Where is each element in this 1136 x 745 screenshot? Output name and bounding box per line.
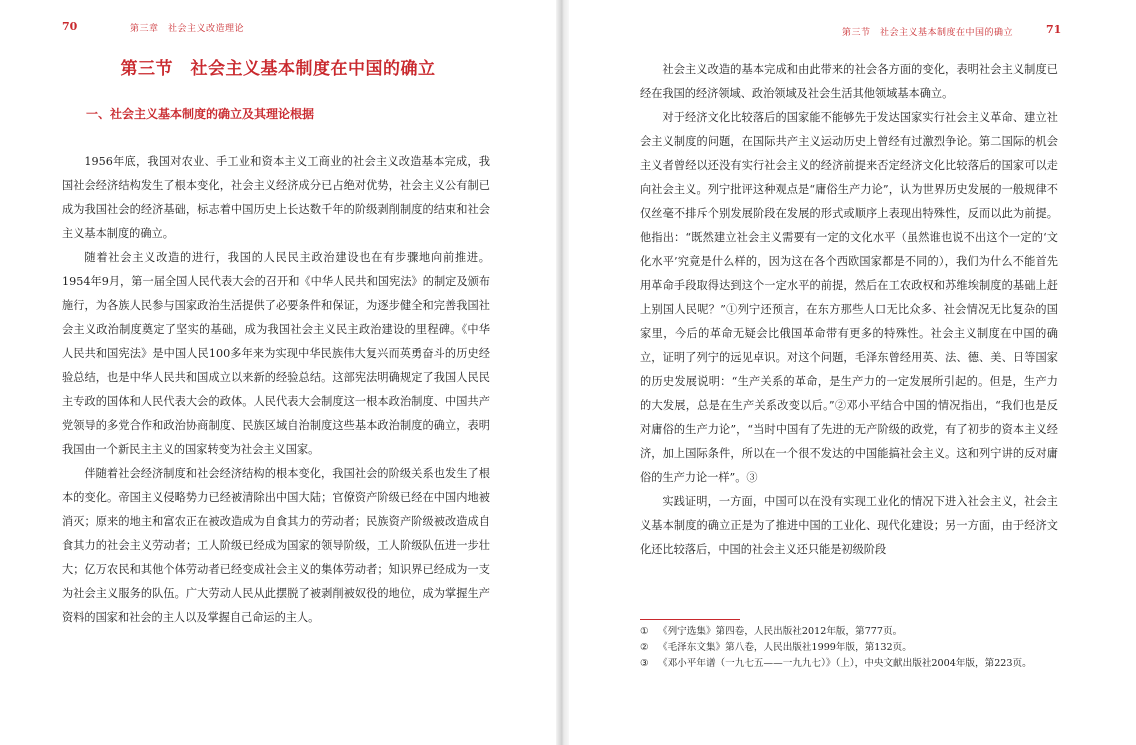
paragraph: 伴随着社会经济制度和社会经济结构的根本变化，我国社会的阶级关系也发生了根本的变化。帝国主义侵略势力已经被清除出中国大陆；官僚资产阶级已经在中国内地被消灭；原来的地主和富农正在被改造成为自食其力的劳动者；民族资产阶级被改造成自食其力的社会主义劳动者；工人阶级已经成为国家的领导阶级，工人阶级队伍进一步壮大；亿万农民和其他个体劳动者已经变成社会主义的集体劳动者；知识界已经成为一支为社会主义服务的队伍。广大劳动人民从此摆脱了被剥削被奴役的地位，成为掌握生产资料的国家和社会的主人以及掌握自己命运的主人。 bbox=[62, 467, 490, 624]
footnote-number: ② bbox=[640, 642, 649, 653]
page-number: 71 bbox=[1046, 23, 1062, 36]
paragraph: 对于经济文化比较落后的国家能不能够先于发达国家实行社会主义革命、建立社会主义制度的问题，在国际共产主义运动历史上曾经有过激烈争论。第二国际的机会主义者曾经以还没有实行社会主义的经济前提来否定经济文化比较落后的国家可以走向社会主义。列宁批评这种观点是“庸俗生产力论”，认为世界历史发展的一般规律不仅丝毫不排斥个别发展阶段在发展的形式或顺序上表现出特殊性，反而以此为前提。他指出：“既然建立社会主义需要有一定的文化水平（虽然谁也说不出这个一定的‘文化水平’究竟是什么样的，因为这在各个西欧国家都是不同的），我们为什么不能首先用革命手段取得达到这个一定水平的前提，然后在工农政权和苏维埃制度的基础上赶上别国人民呢？”①列宁还预言，在东方那些人口无比众多、社会情况无比复杂的国家里，今后的革命无疑会比俄国革命带有更多的特殊性。社会主义制度在中国的确立，证明了列宁的远见卓识。对这个问题，毛泽东曾经用英、法、德、美、日等国家的历史发展说明：“生产关系的革命，是生产力的一定发展所引起的。但是，生产力的大发展，总是在生产关系改变以后。”②邓小平结合中国的情况指出，“我们也是反对庸俗的生产力论”，“当时中国有了先进的无产阶级的政党，有了初步的资本主义经济，加上国际条件，所以在一个很不发达的中国能搞社会主义。这和列宁讲的反对庸俗的生产力论一样”。③ bbox=[640, 111, 1058, 484]
footnotes bbox=[640, 624, 1060, 672]
left-page bbox=[0, 0, 556, 745]
footnote-number: ① bbox=[640, 626, 649, 637]
page-number: 70 bbox=[62, 20, 78, 33]
footnote bbox=[640, 640, 1060, 656]
footnote bbox=[640, 656, 1060, 672]
footnote-rule bbox=[640, 619, 740, 620]
book-gutter bbox=[556, 0, 569, 745]
running-head: 第三节 社会主义基本制度在中国的确立 bbox=[842, 28, 1014, 38]
paragraph: 实践证明，一方面，中国可以在没有实现工业化的情况下进入社会主义，社会主义基本制度的确立正是为了推进中国的工业化、现代化建设；另一方面，由于经济文化还比较落后，中国的社会主义还只能是初级阶段 bbox=[640, 495, 1058, 556]
section-title: 第三节 社会主义基本制度在中国的确立 bbox=[120, 59, 436, 79]
right-page bbox=[569, 0, 1136, 745]
running-head: 第三章 社会主义改造理论 bbox=[130, 24, 245, 34]
paragraph: 社会主义改造的基本完成和由此带来的社会各方面的变化，表明社会主义制度已经在我国的经济领域、政治领域及社会生活其他领域基本确立。 bbox=[640, 63, 1058, 100]
subsection-title: 一、社会主义基本制度的确立及其理论根据 bbox=[86, 107, 315, 121]
left-body-text bbox=[62, 150, 490, 630]
footnote-number: ③ bbox=[640, 658, 649, 669]
footnote-text: 《列宁选集》第四卷，人民出版社2012年版，第777页。 bbox=[658, 626, 903, 637]
paragraph: 1956年底，我国对农业、手工业和资本主义工商业的社会主义改造基本完成，我国社会经济结构发生了根本变化，社会主义经济成分已占绝对优势，社会主义公有制已成为我国社会的经济基础，标志着中国历史上长达数千年的阶级剥削制度的结束和社会主义基本制度的确立。 bbox=[62, 155, 490, 240]
paragraph: 随着社会主义改造的进行，我国的人民民主政治建设也在有步骤地向前推进。1954年9月，第一届全国人民代表大会的召开和《中华人民共和国宪法》的制定及颁布施行，为各族人民参与国家政治生活提供了必要条件和保证，为逐步健全和完善我国社会主义政治制度奠定了坚实的基础，成为我国社会主义民主政治建设的里程碑。《中华人民共和国宪法》是中国人民100多年来为实现中华民族伟大复兴而英勇奋斗的历史经验总结，也是中华人民共和国成立以来新的经验总结。这部宪法明确规定了我国人民民主专政的国体和人民代表大会的政体。人民代表大会制度这一根本政治制度、中国共产党领导的多党合作和政治协商制度、民族区域自治制度这些基本政治制度的确立，表明我国由一个新民主主义的国家转变为社会主义国家。 bbox=[62, 251, 490, 456]
footnote-text: 《邓小平年谱（一九七五——一九九七）》（上），中央文献出版社2004年版，第223页。 bbox=[658, 658, 1032, 669]
footnote-text: 《毛泽东文集》第八卷，人民出版社1999年版，第132页。 bbox=[658, 642, 912, 653]
right-body-text bbox=[640, 58, 1058, 562]
footnote bbox=[640, 624, 1060, 640]
